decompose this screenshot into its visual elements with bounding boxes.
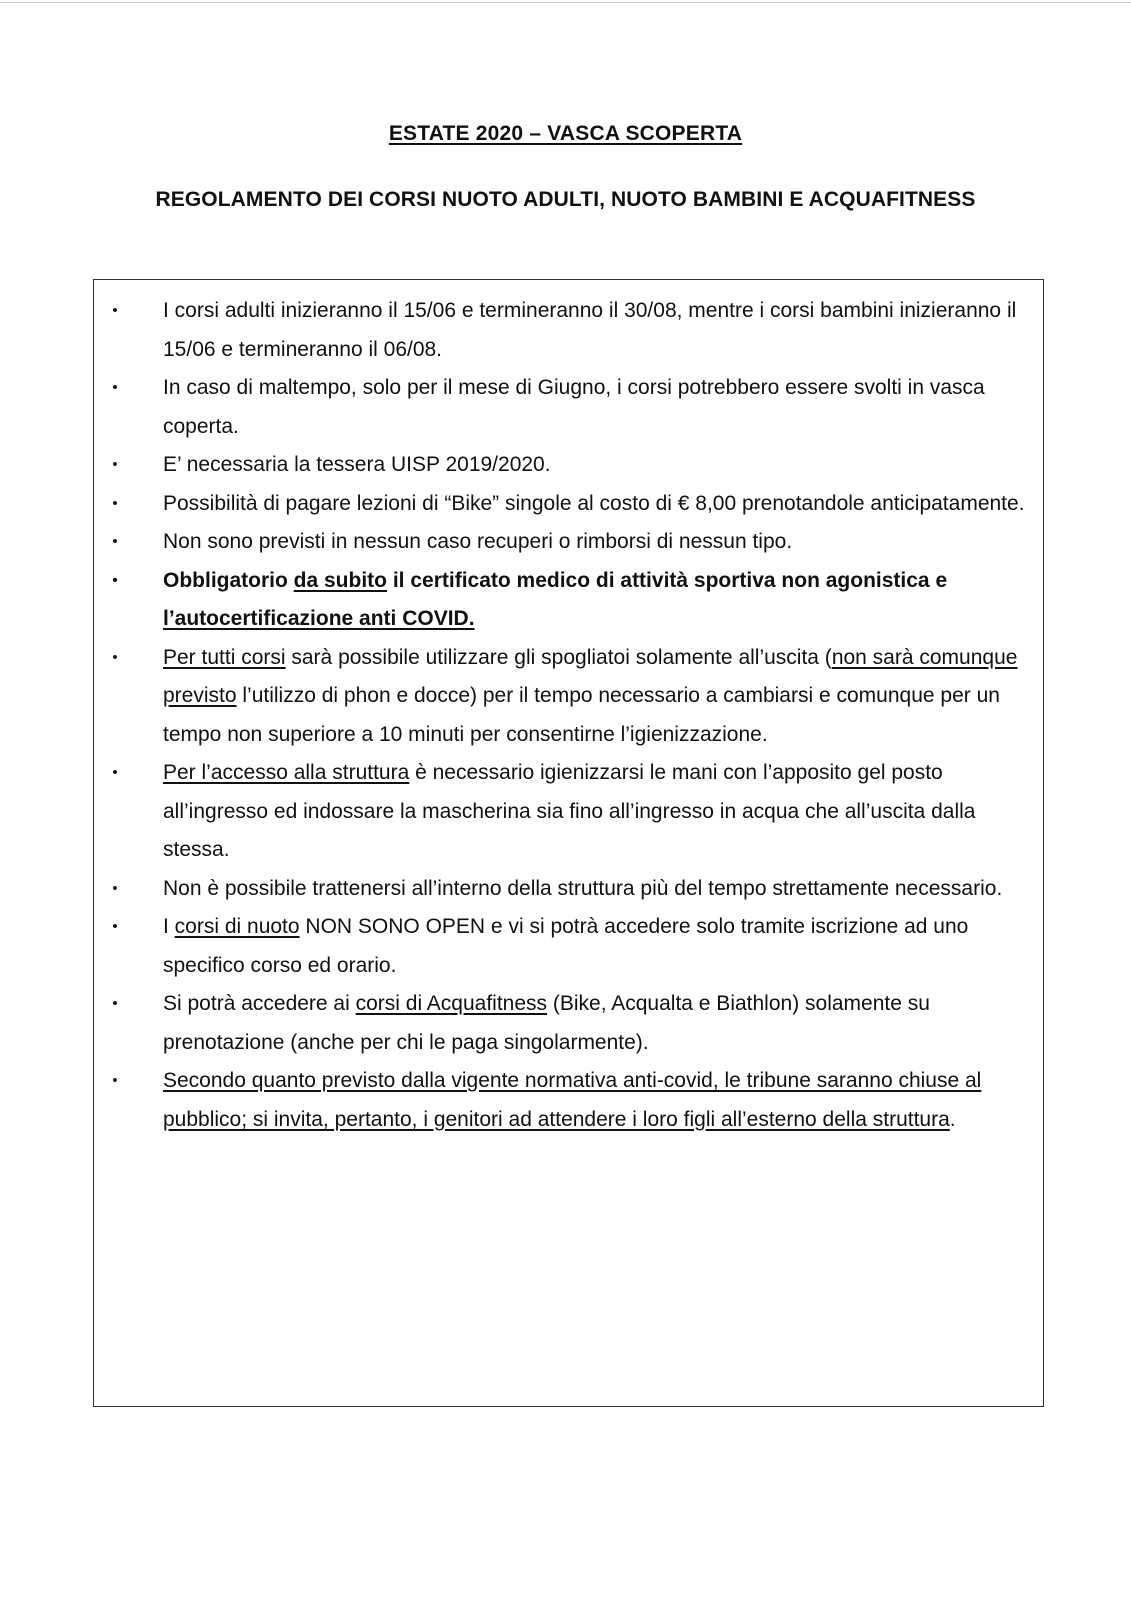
bullet-icon: • (112, 456, 118, 473)
bullet-icon: • (112, 533, 118, 550)
rule-text: Si potrà accedere ai (163, 992, 356, 1015)
rule-text: I corsi adulti inizieranno il 15/06 e termineranno il 30/08, mentre i corsi bambini inizieranno il 15/06 e termineranno il 06/08. (163, 299, 1017, 361)
rule-text-underlined: Secondo quanto previsto dalla vigente normativa anti-covid, le tribune saranno chiuse al pubblico; si invita, pertanto, i genitori ad attendere i loro figli all’esterno della struttura (163, 1069, 982, 1131)
rule-text: Non sono previsti in nessun caso recuperi o rimborsi di nessun tipo. (163, 530, 793, 553)
rule-item-no-refunds (94, 523, 1043, 562)
rule-text: In caso di maltempo, solo per il mese di Giugno, i corsi potrebbero essere svolti in vasca coperta. (163, 376, 985, 438)
bullet-icon: • (112, 571, 118, 589)
bullet-icon: • (112, 1072, 118, 1089)
bullet-icon: • (112, 918, 118, 935)
bullet-icon: • (112, 302, 118, 319)
rule-text-underlined: da subito (293, 568, 387, 592)
rules-box (93, 279, 1044, 1407)
rule-item-medical-certificate (94, 562, 1043, 639)
document-subtitle: REGOLAMENTO DEI CORSI NUOTO ADULTI, NUOTO BAMBINI E ACQUAFITNESS (155, 188, 976, 211)
rule-item-stands-closed (94, 1062, 1043, 1139)
rule-text-underlined: Per tutti corsi (163, 645, 286, 669)
rule-item-swim-courses (94, 908, 1043, 985)
rule-item-changing-rooms (94, 639, 1043, 755)
bullet-icon: • (112, 494, 118, 512)
page-top-border (0, 2, 1131, 3)
rule-item-dates (94, 292, 1043, 369)
rule-text: è necessario igienizzarsi le mani con l’apposito gel posto all’ingresso ed indossare la mascherina sia fino all’ingresso in acqua che all’uscita dalla stessa. (163, 761, 976, 861)
rule-text: Non è possibile trattenersi all’interno della struttura più del tempo strettamente necessario. (163, 876, 1003, 900)
rule-item-bad-weather (94, 369, 1043, 446)
rule-text: l’utilizzo di phon e docce) per il tempo necessario a cambiarsi e comunque per un tempo non superiore a 10 minuti per consentirne l’igienizzazione. (163, 684, 1000, 746)
rule-text-underlined: Per l’accesso alla struttura (163, 761, 410, 784)
rules-list (94, 292, 1043, 1139)
rule-item-facility-access (94, 754, 1043, 870)
rule-text-underlined: corsi di Acquafitness (355, 992, 548, 1015)
bullet-icon: • (112, 879, 118, 897)
rule-text: il certificato medico di attività sportiva non agonistica e (387, 568, 948, 592)
rule-text: Obbligatorio (163, 568, 294, 592)
rule-text: E’ necessaria la tessera UISP 2019/2020. (163, 453, 551, 476)
bullet-icon: • (112, 648, 118, 666)
rule-text: I (163, 915, 175, 938)
rule-text: (Bike, Acqualta e Biathlon) solamente su prenotazione (anche per chi le paga singolarmente). (163, 992, 930, 1054)
rule-item-uisp-card (94, 446, 1043, 485)
rule-text: . (949, 1107, 956, 1131)
rule-item-no-lingering (94, 870, 1043, 909)
bullet-icon: • (112, 995, 118, 1012)
bullet-icon: • (112, 379, 118, 396)
rule-text: Possibilità di pagare lezioni di “Bike” singole al costo di € 8,00 prenotandole anticipatamente. (163, 491, 1025, 515)
rule-text: NON SONO OPEN e vi si potrà accedere solo tramite iscrizione ad uno specifico corso ed orario. (163, 915, 969, 977)
rule-text-underlined: non sarà comunque previsto (163, 645, 1018, 707)
rule-text-underlined: corsi di nuoto (174, 915, 300, 938)
bullet-icon: • (112, 764, 118, 781)
rule-text: sarà possibile utilizzare gli spogliatoi solamente all’uscita ( (285, 645, 832, 669)
document-title: ESTATE 2020 – VASCA SCOPERTA (388, 122, 743, 145)
rule-item-bike-lessons (94, 485, 1043, 524)
rule-item-acquafitness (94, 985, 1043, 1062)
rule-text-underlined: l’autocertificazione anti COVID. (163, 607, 475, 630)
